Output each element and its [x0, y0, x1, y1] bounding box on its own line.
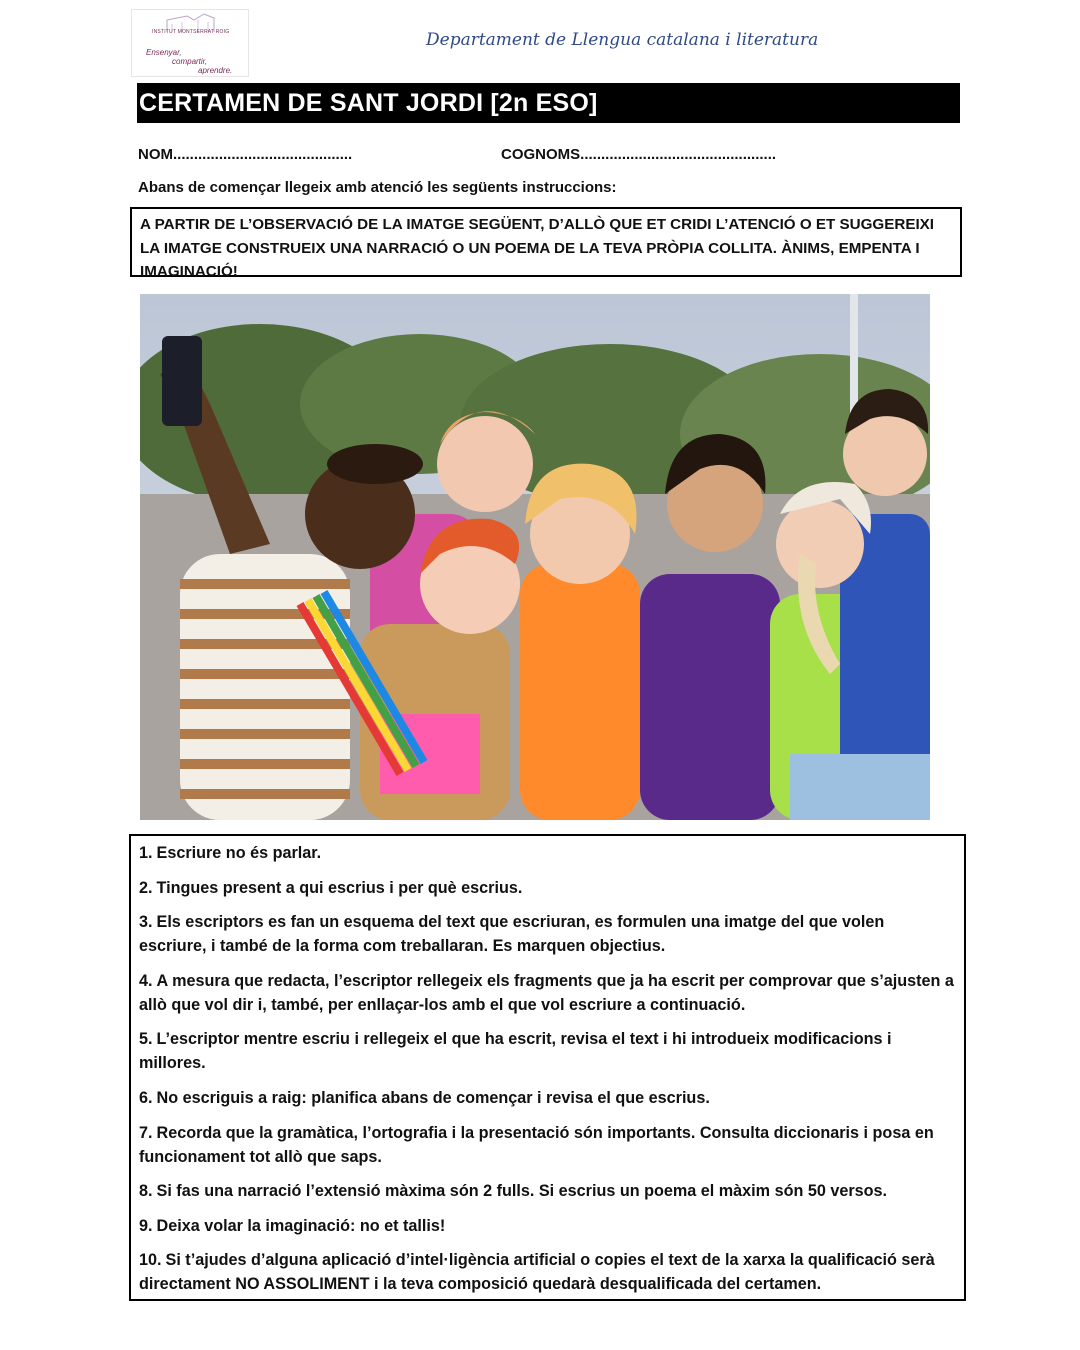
name-field[interactable]: NOM...........................................: [138, 146, 353, 163]
rule-item: 8. Si fas una narració l’extensió màxima són 2 fulls. Si escrius un poema el màxim són 50 versos.: [139, 1182, 888, 1201]
surname-field[interactable]: COGNOMS...............................................: [501, 146, 777, 163]
school-name: INSTITUT MONTSERRAT ROIG: [152, 29, 230, 35]
rule-item: 1. Escriure no és parlar.: [139, 844, 322, 862]
rule-item: 2. Tingues present a qui escrius i per què escrius.: [139, 878, 523, 897]
school-motto: Ensenyar, compartir, aprendre.: [146, 48, 233, 75]
rule-item: 4. A mesura que redacta, l’escriptor rellegeix els fragments que ja ha escrit per comprovar que s’ajusten a allò que vol dir i, també, per enllaçar-los amb el que vol escriure a continuació.: [139, 971, 954, 1014]
rule-item: 7. Recorda que la gramàtica, l’ortografia i la presentació són importants. Consulta diccionaris i posa en funcionament tot allò que saps.: [139, 1123, 934, 1166]
title-bar: [137, 83, 960, 123]
rule-item: 10. Si t’ajudes d’alguna aplicació d’intel·ligència artificial o copies el text de la xarxa la qualificació serà directament NO ASSOLIMENT i la teva composició quedarà desqualificada del certamen.: [139, 1251, 935, 1294]
department-name: Departament de Llengua catalana i literatura: [426, 30, 819, 50]
rule-item: 3. Els escriptors es fan un esquema del text que escriuran, es formulen una imatge del que volen escriure, i també de la forma com treballaran. Es marquen objectius.: [139, 913, 885, 956]
rule-item: 9. Deixa volar la imaginació: no et tallis!: [139, 1216, 446, 1235]
instruction-text: A PARTIR DE L’OBSERVACIÓ DE LA IMATGE SEGÜENT, D’ALLÒ QUE ET CRIDI L’ATENCIÓ O ET SUGGEREIXI LA IMATGE CONSTRUEIX UNA NARRACIÓ O UN POEMA DE LA TEVA PRÒPIA COLLITA. ÀNIMS, EMPENTA I IMAGINACIÓ!: [140, 216, 935, 280]
school-logo: [131, 9, 249, 77]
selfie-group-photo: [140, 294, 930, 820]
rule-item: 5. L’escriptor mentre escriu i rellegeix el que ha escrit, revisa el text i hi introdueix modificacions i millores.: [139, 1030, 892, 1073]
instruction-box: [130, 207, 962, 280]
rules-list: [139, 841, 956, 1296]
rules-box: [129, 834, 966, 1301]
rule-item: 6. No escriguis a raig: planifica abans de començar i revisa el que escrius.: [139, 1088, 710, 1107]
photo-illustration: [140, 294, 930, 820]
page-title: CERTAMEN DE SANT JORDI [2n ESO]: [139, 89, 598, 117]
intro-text: Abans de començar llegeix amb atenció les següents instruccions:: [138, 179, 617, 196]
